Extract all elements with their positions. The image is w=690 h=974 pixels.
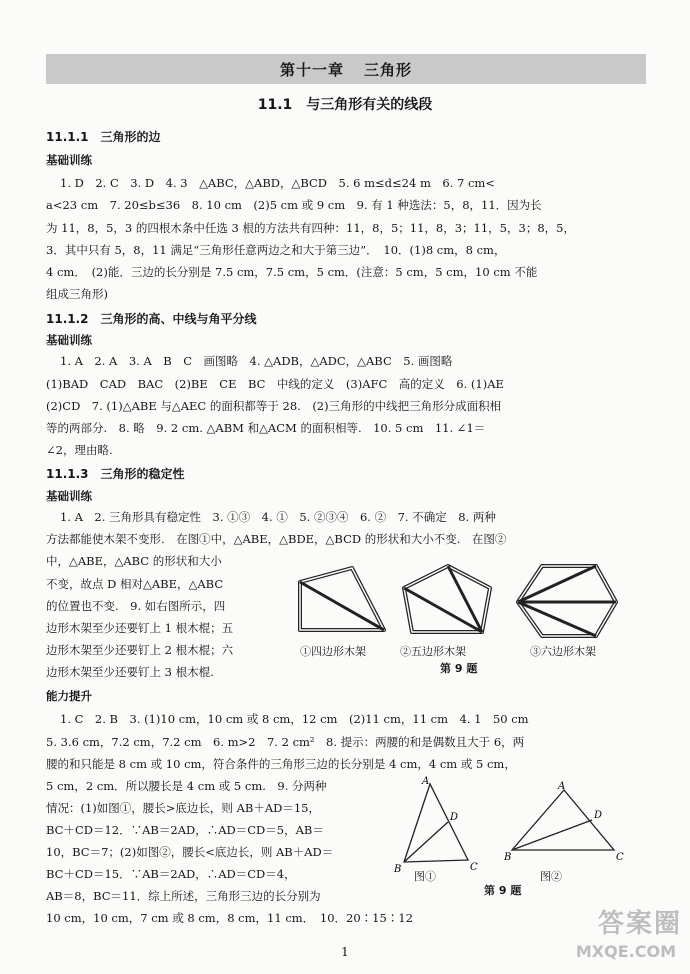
chapter-title: 三角形	[364, 60, 413, 79]
hexagon-frame-figure	[512, 558, 622, 640]
point-label: B	[504, 852, 512, 863]
answer-line: (1)BAD CAD BAC (2)BE CE BC 中线的定义 (3)AFC 高的定义 6. (1)AE	[46, 377, 504, 391]
answer-line: 边形木架至少还要钉上 1 根木棍；五	[46, 621, 234, 635]
chapter-header	[46, 54, 646, 84]
figure-caption-hex: ③六边形木架	[530, 645, 596, 658]
pentagon-frame-figure	[398, 560, 498, 640]
answer-line: 为 11，8，5，3 的四根木条中任选 3 根的方法共有四种：11，8，5；11，8，3；11，5，3；8，5，	[46, 221, 575, 235]
answer-line: 方法都能使木架不变形. 在图①中，△ABE，△BDE，△BCD 的形状和大小不变. 在图②	[46, 532, 507, 546]
answer-line: 的位置也不变. 9. 如右图所示，四	[46, 599, 226, 613]
answer-line: 边形木架至少还要钉上 3 根木棍.	[46, 665, 214, 679]
answer-line: 1. D 2. C 3. D 4. 3 △ABC，△ABD，△BCD 5. 6 m≤d≤24 m 6. 7 cm<	[60, 176, 495, 190]
point-label: C	[616, 852, 624, 863]
answer-line: 3．其中只有 5，8，11 满足“三角形任意两边之和大于第三边”． 10．(1)8 cm，8 cm，	[46, 243, 506, 257]
answer-line: 1. A 2. A 3. A B C 画图略 4. △ADB，△ADC，△ABC 5. 画图略	[60, 354, 453, 368]
level-heading-2: 基础训练	[46, 333, 92, 347]
figure-caption-tri2: 图②	[540, 870, 562, 883]
level-heading-1: 基础训练	[46, 153, 92, 167]
watermark-url: MXQE.COM	[575, 942, 676, 961]
answer-line: 4 cm． (2)能．三边的长分别是 7.5 cm，7.5 cm，5 cm．(注意：5 cm，5 cm，10 cm 不能	[46, 265, 538, 279]
answer-line: 1. C 2. B 3. (1)10 cm，10 cm 或 8 cm，12 cm (2)11 cm，11 cm 4. 1 50 cm	[60, 712, 529, 726]
answer-line: 不变，故点 D 相对△ABE，△ABC	[46, 577, 224, 591]
answer-line: 腰的和只能是 8 cm 或 10 cm，符合条件的三角形三边的长分别是 4 cm，4 cm 或 5 cm，	[46, 757, 516, 771]
answer-line: 情况：(1)如图①，腰长>底边长，则 AB＋AD＝15，	[46, 801, 320, 815]
answer-line: a<23 cm 7. 20≤b≤36 8. 10 cm (2)5 cm 或 9 cm 9. 有 1 种选法：5，8，11．因为长	[46, 198, 542, 212]
point-label: A	[558, 781, 566, 792]
watermark-text: 答案圈	[597, 909, 682, 939]
answer-line: 组成三角形)	[46, 287, 108, 301]
answer-line: 10 cm，10 cm，7 cm 或 8 cm，8 cm，11 cm． 10．20∶15∶12	[46, 911, 413, 925]
answer-line: 5 cm，2 cm．所以腰长是 4 cm 或 5 cm. 9. 分两种	[46, 779, 327, 793]
answer-line: ∠2，理由略.	[46, 443, 113, 457]
point-label: D	[594, 810, 603, 821]
section-title: 11.1 与三角形有关的线段	[257, 97, 433, 113]
level-heading-3: 基础训练	[46, 489, 92, 503]
subsection-title-2: 11.1.2 三角形的高、中线与角平分线	[46, 312, 257, 326]
level-heading-4: 能力提升	[46, 689, 92, 703]
point-label: C	[470, 862, 478, 873]
figure-caption-tri1: 图①	[414, 870, 436, 883]
subsection-title-3: 11.1.3 三角形的稳定性	[46, 467, 185, 481]
figure-title-9b: 第 9 题	[484, 884, 522, 897]
answer-line: BC＋CD＝15．∵AB＝2AD，∴AD＝CD＝4，	[46, 867, 296, 881]
answer-line: 等的两部分. 8. 略 9. 2 cm. △ABM 和△ACM 的面积相等. 10. 5 cm 11. ∠1＝	[46, 421, 486, 435]
answer-line: BC＋CD＝12．∵AB＝2AD，∴AD＝CD＝5，AB＝	[46, 823, 324, 837]
triangle-figure-2	[500, 780, 640, 870]
answer-line: AB＝8，BC＝11．综上所述，三角形三边的长分别为	[46, 889, 321, 903]
answer-line: 中，△ABE，△ABC 的形状和大小	[46, 554, 222, 568]
answer-line: (2)CD 7. (1)△ABE 与△AEC 的面积都等于 28. (2)三角形的中线把三角形分成面积相	[46, 399, 502, 413]
page-number: 1	[341, 945, 349, 959]
answer-line: 5. 3.6 cm，7.2 cm，7.2 cm 6. m>2 7. 2 cm² 8. 提示：两腰的和是偶数且大于 6，两	[46, 735, 525, 749]
point-label: D	[450, 812, 459, 823]
point-label: B	[394, 864, 402, 875]
subsection-title-1: 11.1.1 三角形的边	[46, 130, 161, 144]
answer-line: 边形木架至少还要钉上 2 根木棍；六	[46, 643, 234, 657]
quadrilateral-frame-figure	[292, 560, 392, 640]
figure-title-9a: 第 9 题	[440, 662, 478, 675]
point-label: A	[422, 776, 430, 787]
answer-line: 10，BC＝7；(2)如图②，腰长<底边长，则 AB＋AD＝	[46, 845, 334, 859]
answer-line: 1. A 2. 三角形具有稳定性 3. ①③ 4. ① 5. ②③④ 6. ② 7. 不确定 8. 两种	[60, 510, 496, 524]
triangle-figure-1	[392, 776, 488, 880]
chapter-number: 第十一章	[279, 60, 344, 79]
figure-caption-pent: ②五边形木架	[400, 645, 466, 658]
figure-caption-quad: ①四边形木架	[300, 645, 366, 658]
